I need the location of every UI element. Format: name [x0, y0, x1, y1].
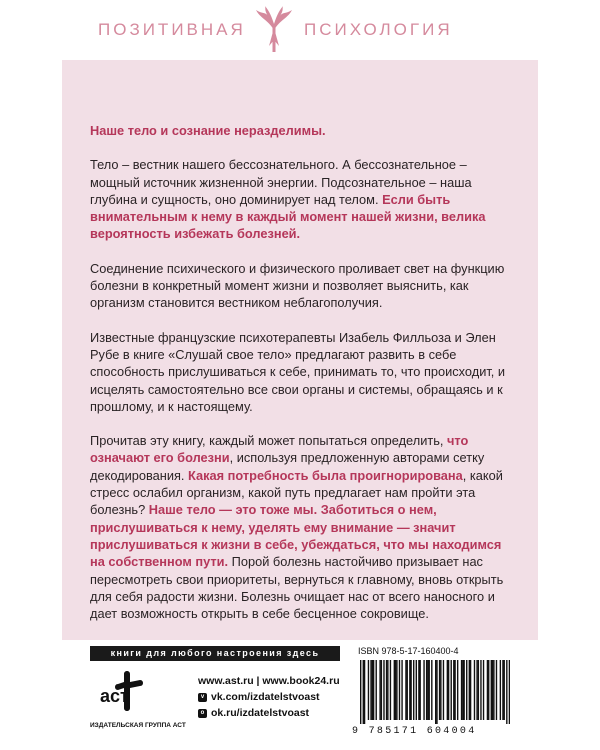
paragraph-5-text-a: Прочитав эту книгу, каждый может попытаться определить,: [90, 433, 447, 449]
series-title-left: ПОЗИТИВНАЯ: [98, 20, 246, 39]
paragraph-2: [90, 156, 510, 242]
barcode-bar: [478, 660, 479, 720]
barcode-bar: [383, 660, 384, 720]
barcode-bar: [416, 660, 417, 720]
barcode-bar: [474, 660, 475, 720]
paragraph-2-text: Тело – вестник нашего бессознательного. А бессознательное – мощный источник жизненной энергии. Подсознательное – наша глубина и сущность, оно доминирует над телом.: [90, 157, 472, 207]
barcode-bar: [440, 660, 441, 720]
barcode-bar: [476, 660, 477, 720]
barcode-bar: [480, 660, 481, 720]
barcode-bar: [491, 660, 492, 720]
paragraph-5-highlight-f: Наше тело — это тоже мы. Заботиться о нем, прислушиваться к нему, уделять ему внимание — значит прислушиваться к жизни в себе, убеждаться, что мы находимся на собственном пути.: [90, 502, 502, 570]
barcode-bar: [435, 660, 436, 724]
barcode-bar: [413, 660, 414, 720]
ok-link[interactable]: ok.ru/izdatelstvoast: [211, 707, 310, 719]
barcode-bar: [419, 660, 420, 720]
barcode-bar: [453, 660, 454, 720]
publisher-links: [198, 674, 340, 722]
barcode-bar: [426, 660, 427, 720]
publisher-name: ИЗДАТЕЛЬСКАЯ ГРУППА АСТ: [90, 722, 186, 729]
ok-row: [198, 706, 340, 720]
site-row: [198, 674, 340, 688]
barcode-bar: [390, 660, 391, 720]
paragraph-5-highlight-b: что означают его болезни: [90, 433, 469, 466]
barcode-bar: [502, 660, 503, 720]
bird-emblem-icon: [254, 6, 294, 54]
barcode-bar: [448, 660, 449, 720]
paragraph-5: [90, 432, 510, 622]
barcode-bar: [387, 660, 388, 720]
barcode-bar: [431, 660, 432, 720]
site-links[interactable]: www.ast.ru | www.book24.ru: [198, 675, 340, 687]
barcode-bar: [509, 660, 510, 724]
barcode-bar: [429, 660, 430, 720]
barcode-bar: [376, 660, 377, 720]
barcode-bar: [395, 660, 396, 720]
series-title-right: ПСИХОЛОГИЯ: [304, 20, 453, 39]
barcode-bar: [399, 660, 400, 720]
paragraph-5-text-g: Порой болезнь настойчиво призывает нас пересмотреть свои приоритеты, вернуться к главному, вновь открыть для себя радости жизни. Болезнь очищает нас от всего наносного и дает возможность открыть в себе бесценное сокровище.: [90, 554, 504, 622]
barcode-bar: [492, 660, 493, 720]
ok-icon: o: [198, 709, 207, 718]
barcode-bar: [401, 660, 402, 720]
barcode-digits: 9 785171 604004: [352, 726, 477, 737]
barcode-bar: [496, 660, 497, 720]
vk-row: [198, 690, 340, 704]
vk-link[interactable]: vk.com/izdatelstvoast: [211, 691, 320, 703]
barcode-bar: [427, 660, 428, 720]
isbn-label: ISBN 978-5-17-160400-4: [358, 646, 459, 656]
barcode-bar: [386, 660, 387, 720]
paragraph-4: Известные французские психотерапевты Изабель Филльоза и Элен Рубе в книге «Слушай свое тело» предлагают развить в себе способность прислушиваться к себе, принимать то, что происходит, и исцелять самостоятельно все свои органы и системы, обращаясь и к прошлому, и к настоящему.: [90, 329, 506, 414]
paragraph-5-text-c: , используя предложенную авторами сетку декодирования.: [90, 450, 485, 483]
barcode-bar: [463, 660, 464, 720]
barcode-bar: [469, 660, 470, 720]
barcode-bar: [381, 660, 382, 720]
barcode-bar: [447, 660, 448, 720]
barcode-bar: [407, 660, 408, 720]
barcode-bar: [396, 660, 397, 720]
barcode-bar: [487, 660, 488, 720]
paragraph-2-highlight: Если быть внимательным к нему в каждый момент нашей жизни, велика вероятность избежать болезней.: [90, 191, 486, 242]
barcode-bar: [364, 660, 365, 724]
lead-paragraph: Наше тело и сознание неразделимы.: [90, 123, 326, 138]
barcode-bar: [368, 660, 369, 720]
barcode-bar: [418, 660, 419, 720]
annotation-text: [90, 122, 510, 639]
paragraph-5-highlight-d: Какая потребность была проигнорирована: [188, 467, 463, 483]
barcode-bar: [410, 660, 411, 720]
barcode-bar: [360, 660, 361, 724]
barcode-bar: [379, 660, 380, 720]
barcode-bar: [439, 660, 440, 720]
barcode-bar: [483, 660, 484, 720]
barcode-bar: [443, 660, 444, 720]
barcode-bar: [500, 660, 501, 720]
barcode-bar: [461, 660, 462, 720]
tagline-bar: книги для любого настроения здесь: [90, 646, 340, 661]
barcode-bar: [504, 660, 505, 720]
vk-icon: v: [198, 693, 207, 702]
barcode-bar: [436, 660, 437, 724]
barcode-image: [360, 660, 510, 724]
barcode-bar: [454, 660, 455, 720]
barcode-bar: [506, 660, 507, 724]
ast-logo: [96, 668, 156, 716]
barcode-bar: [488, 660, 489, 720]
barcode-bar: [423, 660, 424, 720]
paragraph-5-text-e: , какой стресс ослабил организм, какой путь предлагает нам пройти эта болезнь?: [90, 467, 503, 518]
barcode-bar: [394, 660, 395, 720]
barcode-bar: [370, 660, 371, 720]
barcode-bar: [493, 660, 494, 720]
logo-lettering: аст: [100, 686, 129, 706]
series-header: [0, 0, 600, 60]
barcode-bar: [466, 660, 467, 720]
barcode-bar: [470, 660, 471, 720]
barcode-bar: [451, 660, 452, 720]
barcode-bar: [372, 660, 373, 720]
barcode-bar: [405, 660, 406, 720]
paragraph-3: Соединение психического и физического проливает свет на функцию болезни в конкретный момент жизни и позволяет выяснить, как организм становится вестником неблагополучия.: [90, 260, 505, 311]
barcode-bar: [457, 660, 458, 720]
barcode-bar: [409, 660, 410, 720]
barcode-bar: [373, 660, 374, 720]
barcode-bar: [363, 660, 364, 724]
barcode-bar: [462, 660, 463, 720]
